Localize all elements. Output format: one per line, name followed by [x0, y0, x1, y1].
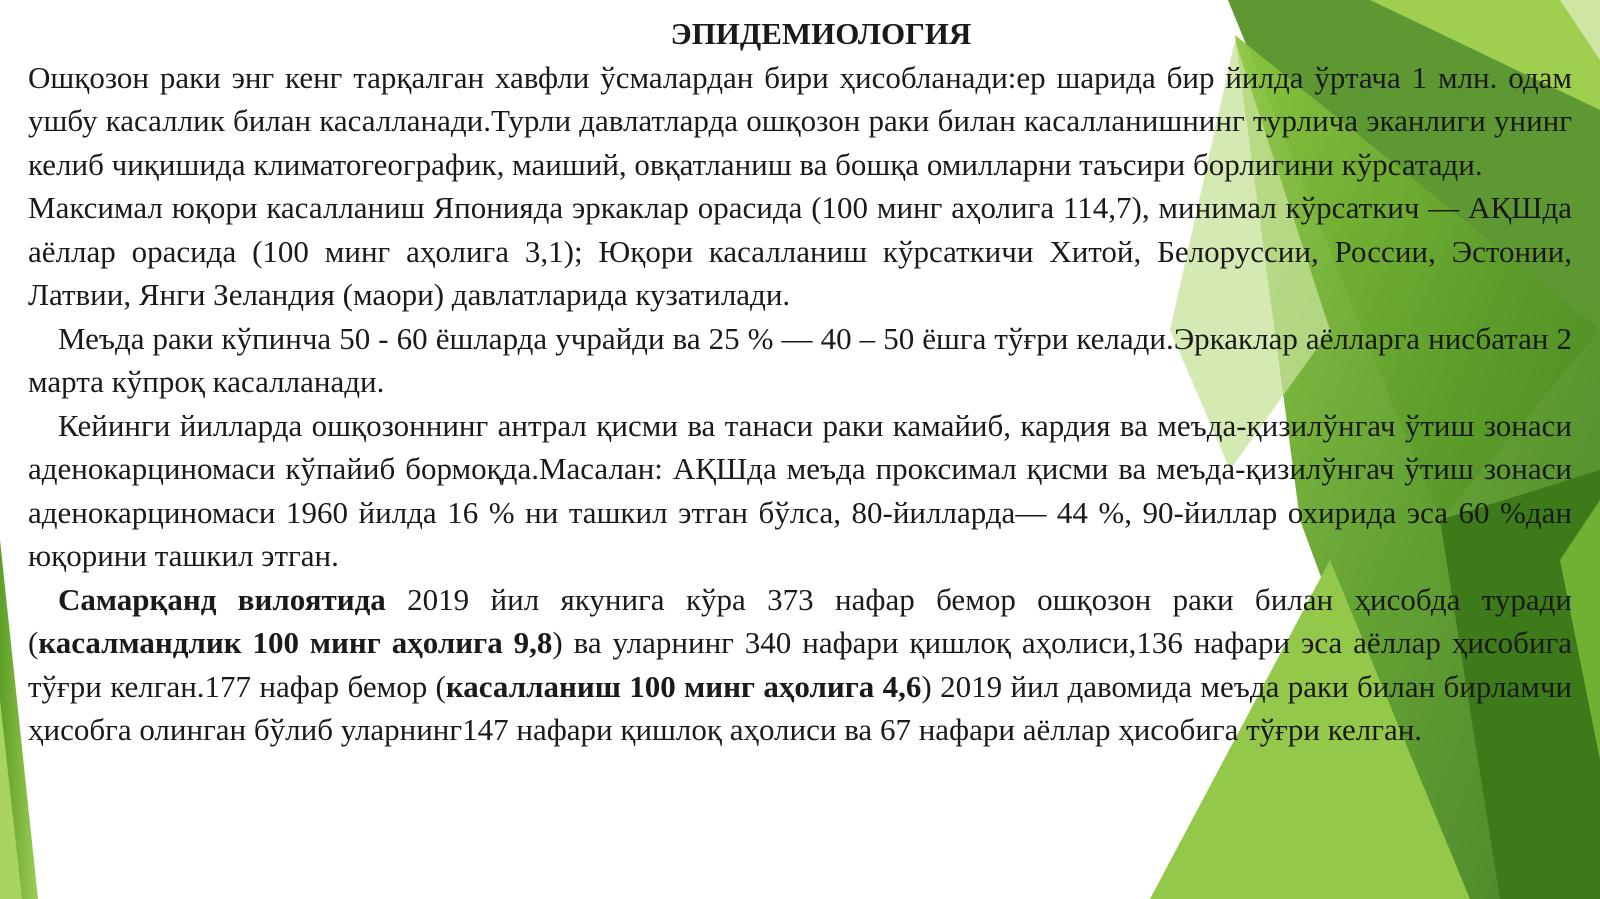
samarkand-text-3: ) 2019 йил давомида меъда раки билан бирламчи ҳисобга олинган бўлиб уларнинг147 нафари қишлоқ аҳолиси ва 67 нафари аёллар ҳисобига тўғри келган. — [28, 668, 1573, 747]
paragraph-incidence-by-country: Максимал юқори касалланиш Японияда эркаклар орасида (100 минг аҳолига 114,7), минимал кўрсаткич — АҚШда аёллар орасида (100 минг аҳолига 3,1); Юқори касалланиш кўрсаткичи Хитой, Белоруссии, России, Эстонии, Латвии, Янги Зеландия (маори) давлатларида кузатилади. — [28, 190, 1572, 312]
samarkand-text-2: ) ва уларнинг 340 нафари қишлоқ аҳолиси,136 нафари эса аёллар ҳисобига тўғри келган.177 нафар бемор ( — [28, 625, 1573, 704]
slide-title: ЭПИДЕМИОЛОГИЯ — [670, 16, 972, 51]
samarkand-text-1: 2019 йил якунига кўра 373 нафар бемор ошқозон раки билан ҳисобда туради ( — [28, 581, 1572, 660]
morbidity-rate-bold: касалмандлик 100 минг аҳолига 9,8 — [38, 625, 553, 660]
paragraph-prevalence: Ошқозон раки энг кенг тарқалган хавфли ўсмалардан бири ҳисобланади:ер шарида бир йилда ўртача 1 млн. одам ушбу касаллик билан касалланади.Турли давлатларда ошқозон раки билан касалланишнинг турлича эканлиги унинг келиб чиқишида климатогеографик, маиший, овқатланиш ва бошқа омилларни таъсири борлигини кўрсатади. — [28, 59, 1572, 182]
paragraph-age-sex: Меъда раки кўпинча 50 - 60 ёшларда учрайди ва 25 % — 40 – 50 ёшга тўғри келади.Эркаклар аёлларга нисбатан 2 марта кўпроқ касалланади. — [28, 320, 1572, 399]
samarkand-region-bold: Самарқанд вилоятида — [58, 581, 386, 617]
text-content — [28, 12, 1572, 752]
paragraph-samarkand — [28, 578, 1572, 752]
paragraph-trends: Кейинги йилларда ошқозоннинг антрал қисми ва танаси раки камайиб, кардия ва меъда-қизилўнгач ўтиш зонаси аденокарциномаси кўпайиб бормоқда.Масалан: АҚШда меъда проксимал қисми ва меъда-қизилўнгач ўтиш зонаси аденокарциномаси 1960 йилда 16 % ни ташкил этган бўлса, 80-йилларда— 44 %, 90-йиллар охирида эса 60 %дан юқорини ташкил этган. — [28, 407, 1572, 573]
incidence-rate-bold: касалланиш 100 минг аҳолига 4,6 — [445, 668, 922, 704]
